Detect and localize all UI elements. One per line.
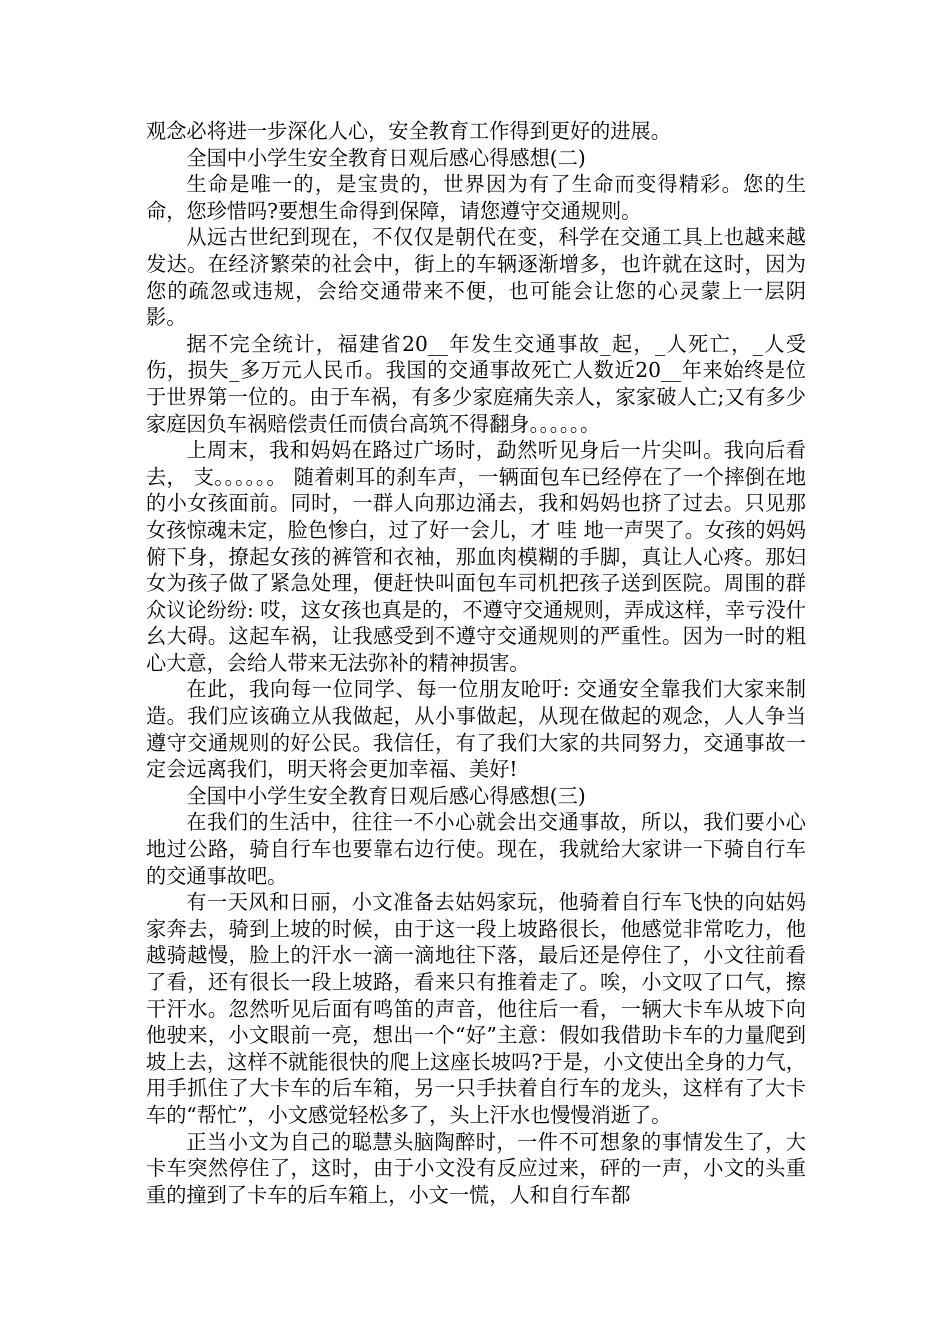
paragraph-continuation: 观念必将进一步深化人心，安全教育工作得到更好的进展。 <box>146 119 671 143</box>
paragraph: 生命是唯一的，是宝贵的，世界因为有了生命而变得精彩。您的生命，您珍惜吗?要想生命得到保障，请您遵守交通规则。 <box>146 172 806 223</box>
paragraph: 正当小文为自己的聪慧头脑陶醉时，一件不可想象的事情发生了，大卡车突然停住了，这时，由于小文没有反应过来，砰的一声，小文的头重重的撞到了卡车的后车箱上，小文一慌，人和自行车都 <box>146 1129 806 1207</box>
section-heading-2: 全国中小学生安全教育日观后感心得感想(二) <box>186 145 586 170</box>
section-heading-3: 全国中小学生安全教育日观后感心得感想(三) <box>186 783 586 808</box>
paragraph: 有一天风和日丽，小文准备去姑妈家玩，他骑着自行车飞快的向姑妈家奔去，骑到上坡的时候，由于这一段上坡路很长，他感觉非常吃力，他越骑越慢，脸上的汗水一滴一滴地往下落，最后还是停住了，小文往前看了看，还有很长一段上坡路，看来只有推着走了。唉，小文叹了口气，擦干汗水。忽然听见后面有鸣笛的声音，他往后一看，一辆大卡车从坡下向他驶来，小文眼前一亮，想出一个“好”主意：假如我借助卡车的力量爬到坡上去，这样不就能很快的爬上这座长坡吗?于是，小文使出全身的力气，用手抓住了大卡车的后车箱，另一只手扶着自行车的龙头，这样有了大卡车的“帮忙”，小文感觉轻松多了，头上汗水也慢慢消逝了。 <box>146 890 806 1127</box>
paragraph: 从远古世纪到现在，不仅仅是朝代在变，科学在交通工具上也越来越发达。在经济繁荣的社会中，街上的车辆逐渐增多，也许就在这时，因为您的疏忽或违规，会给交通带来不便，也可能会让您的心灵蒙上一层阴影。 <box>146 225 806 330</box>
paragraph: 上周末，我和妈妈在路过广场时，勐然听见身后一片尖叫。我向后看去， 支。。。。。。 随着刺耳的刹车声，一辆面包车已经停在了一个摔倒在地的小女孩面前。同时，一群人向那边涌去，我和妈妈也挤了过去。只见那女孩惊魂未定，脸色惨白，过了好一会儿，才 哇 地一声哭了。女孩的妈妈俯下身，撩起女孩的裤管和衣袖，那血肉模糊的手脚，真让人心疼。那妇女为孩子做了紧急处理，便赶快叫面包车司机把孩子送到医院。周围的群众议论纷纷: 哎，这女孩也真是的，不遵守交通规则，弄成这样，幸亏没什幺大碍。这起车祸，让我感受到不遵守交通规则的严重性。因为一时的粗心大意，会给人带来无法弥补的精神损害。 <box>146 438 806 675</box>
document-body <box>146 118 806 1208</box>
paragraph: 据不完全统计，福建省20__年发生交通事故_起，_人死亡，_人受伤，损失_多万元人民币。我国的交通事故死亡人数近20__年来始终是位于世界第一位的。由于车祸，有多少家庭痛失亲人，家家破人亡;又有多少家庭因负车祸赔偿责任而债台高筑不得翻身。。。。。。 <box>146 331 806 436</box>
paragraph: 在此，我向每一位同学、每一位朋友呛吁: 交通安全靠我们大家来制造。我们应该确立从我做起，从小事做起，从现在做起的观念，人人争当遵守交通规则的好公民。我信任，有了我们大家的共同努力，交通事故一定会远离我们，明天将会更加幸福、美好! <box>146 677 806 782</box>
paragraph: 在我们的生活中，往往一不小心就会出交通事故，所以，我们要小心地过公路，骑自行车也要靠右边行使。现在，我就给大家讲一下骑自行车的交通事故吧。 <box>146 810 806 888</box>
